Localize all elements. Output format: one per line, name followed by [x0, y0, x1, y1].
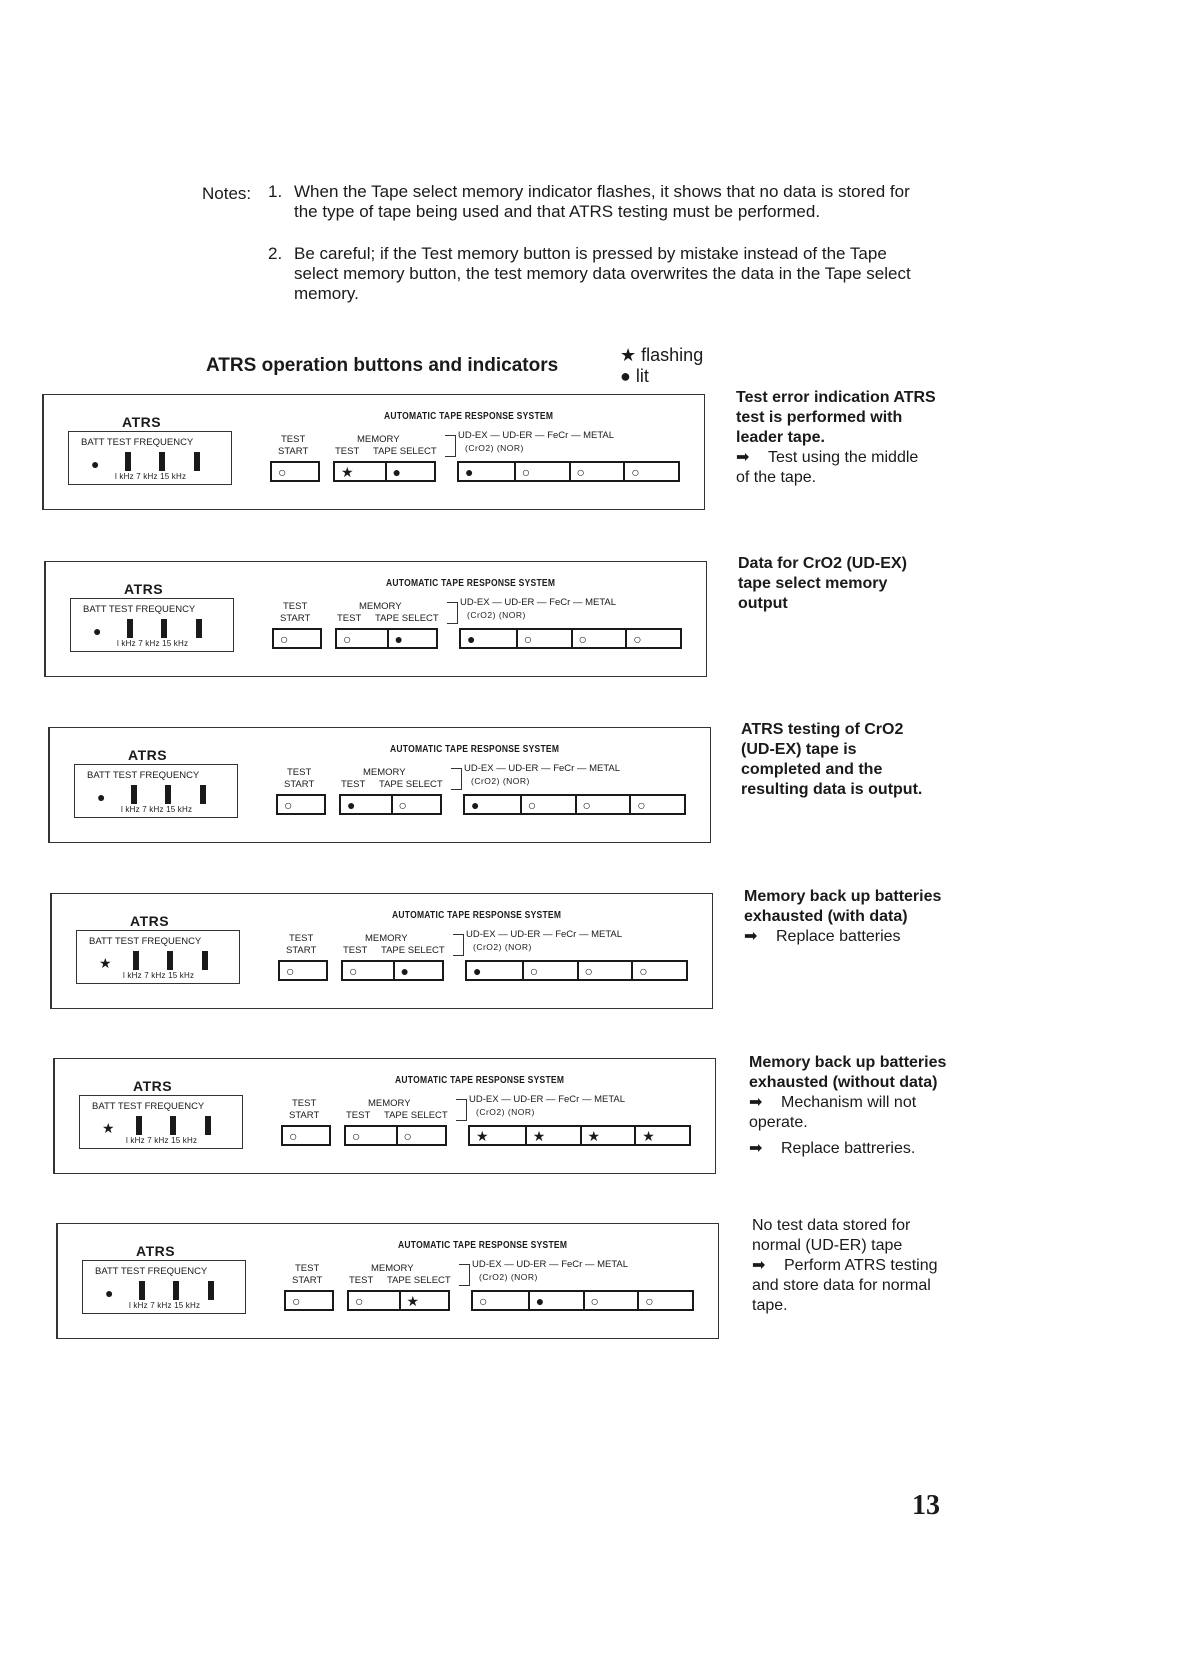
- freq-bar-15khz: [205, 1116, 211, 1135]
- note-number: 1.: [268, 182, 283, 201]
- freq-labels: l kHz 7 kHz 15 kHz: [126, 1136, 198, 1145]
- tape-select-label: TAPE SELECT: [379, 779, 443, 790]
- memory-test-label: TEST: [349, 1275, 374, 1286]
- atrs-label: ATRS: [128, 747, 168, 763]
- note-number: 2.: [268, 244, 283, 263]
- notes-label: Notes:: [202, 184, 252, 203]
- tape-ud-ex-button[interactable]: [461, 630, 516, 647]
- bracket: [456, 1099, 467, 1121]
- atrs-panel: [48, 727, 711, 843]
- caption-batt-with-data: [744, 887, 944, 947]
- test-start-button-group: [278, 960, 328, 981]
- test-start-button-group: [272, 628, 322, 649]
- start-label: START: [292, 1275, 323, 1286]
- caption-cro2-output: [738, 554, 938, 614]
- tape-select-label: TAPE SELECT: [373, 446, 437, 457]
- test-start-label: [278, 434, 308, 458]
- memory-button-group: [341, 960, 444, 981]
- arrow-icon: ➡: [749, 1140, 763, 1157]
- memory-button-group: [347, 1290, 450, 1311]
- test-start-button-group: [276, 794, 326, 815]
- memory-test-label: TEST: [337, 613, 362, 624]
- memory-test-label: TEST: [341, 779, 366, 790]
- memory-button-group: [335, 628, 438, 649]
- tape-sub-label: (CrO2) (NOR): [473, 942, 532, 952]
- memory-label: MEMORY: [371, 1263, 414, 1274]
- arrow-icon: ➡: [752, 1257, 766, 1274]
- tape-fecr-indicator: ○: [578, 631, 587, 647]
- tape-sub-label: (CrO2) (NOR): [476, 1107, 535, 1117]
- system-title: AUTOMATIC TAPE RESPONSE SYSTEM: [398, 1240, 568, 1251]
- test-start-indicator: ○: [284, 797, 293, 813]
- tape-ud-ex-button[interactable]: [470, 1127, 525, 1144]
- tape-ud-ex-button[interactable]: [465, 796, 520, 813]
- memory-test-button[interactable]: [349, 1292, 399, 1309]
- test-start-indicator: ○: [286, 963, 295, 979]
- memory-test-indicator: ○: [343, 631, 352, 647]
- memory-test-label: TEST: [335, 446, 360, 457]
- start-label: START: [284, 779, 315, 790]
- note-text: Be careful; if the Test memory button is pressed by mistake instead of the Tape select memory button, the test memory data overwrites the data in the Tape select memory.: [294, 244, 911, 303]
- memory-button-group: [333, 461, 436, 482]
- tape-fecr-indicator: ○: [582, 797, 591, 813]
- tape-metal-button[interactable]: [625, 630, 680, 647]
- test-label: TEST: [288, 933, 314, 944]
- legend: [620, 345, 703, 387]
- tape-type-button-group: [463, 794, 686, 815]
- batt-test-frequency-label: BATT TEST FREQUENCY: [92, 1101, 205, 1112]
- batt-indicator: ●: [91, 456, 100, 472]
- test-label: TEST: [282, 601, 308, 612]
- batt-test-frequency-label: BATT TEST FREQUENCY: [81, 437, 194, 448]
- memory-button-group: [344, 1125, 447, 1146]
- tape-metal-indicator: ★: [642, 1128, 655, 1144]
- freq-labels: l kHz 7 kHz 15 kHz: [129, 1301, 201, 1310]
- atrs-panel: [42, 394, 705, 510]
- tape-ud-er-indicator: ●: [535, 1293, 545, 1309]
- memory-test-button[interactable]: [341, 796, 391, 813]
- tape-ud-er-button[interactable]: [525, 1127, 580, 1144]
- caption-action: Mechanism will not operate.: [749, 1094, 917, 1131]
- tape-sub-label: (CrO2) (NOR): [479, 1272, 538, 1282]
- tape-select-label: TAPE SELECT: [375, 613, 439, 624]
- freq-bar-15khz: [202, 951, 208, 970]
- memory-test-indicator: ○: [352, 1128, 361, 1144]
- batt-indicator: ●: [97, 789, 106, 805]
- freq-labels: l kHz 7 kHz 15 kHz: [123, 971, 195, 980]
- tape-ud-ex-indicator: ●: [473, 963, 482, 979]
- system-title: AUTOMATIC TAPE RESPONSE SYSTEM: [384, 411, 554, 422]
- tape-types-label: UD-EX — UD-ER — FeCr — METAL: [464, 763, 621, 774]
- freq-bar-1khz: [139, 1281, 145, 1300]
- caption-test-error: [736, 388, 936, 488]
- tape-select-indicator: ○: [398, 797, 407, 813]
- freq-bar-1khz: [127, 619, 133, 638]
- atrs-label: ATRS: [122, 414, 162, 430]
- tape-ud-ex-button[interactable]: [467, 962, 522, 979]
- test-start-button[interactable]: [274, 630, 320, 647]
- tape-select-indicator: ●: [400, 963, 409, 979]
- freq-labels: l kHz 7 kHz 15 kHz: [121, 805, 193, 814]
- freq-bar-7khz: [167, 951, 173, 970]
- note-text: When the Tape select memory indicator flashes, it shows that no data is stored for the type of tape being used and that ATRS testing must be performed.: [294, 182, 910, 221]
- tape-fecr-indicator: ○: [576, 464, 585, 480]
- batt-test-frequency-label: BATT TEST FREQUENCY: [83, 604, 196, 615]
- tape-select-button[interactable]: [391, 796, 441, 813]
- caption-action: Replace battreries.: [781, 1140, 916, 1157]
- batt-indicator: ●: [93, 623, 102, 639]
- tape-select-button[interactable]: [387, 630, 437, 647]
- tape-fecr-indicator: ○: [584, 963, 593, 979]
- tape-ud-er-indicator: ○: [529, 963, 539, 979]
- tape-types-label: UD-EX — UD-ER — FeCr — METAL: [460, 597, 617, 608]
- memory-test-button[interactable]: [343, 962, 393, 979]
- tape-select-indicator: ○: [403, 1128, 412, 1144]
- tape-ud-ex-indicator: ★: [476, 1128, 489, 1144]
- freq-bar-7khz: [161, 619, 167, 638]
- dot-icon: ●: [620, 366, 631, 386]
- freq-bar-15khz: [196, 619, 202, 638]
- system-title: AUTOMATIC TAPE RESPONSE SYSTEM: [386, 578, 556, 589]
- start-label: START: [286, 945, 317, 956]
- tape-ud-er-button[interactable]: [528, 1292, 583, 1309]
- batt-frequency-box: [68, 431, 232, 485]
- batt-frequency-box: [76, 930, 240, 984]
- tape-select-indicator: ★: [406, 1293, 420, 1309]
- caption-action: Test using the middle of the tape.: [736, 449, 919, 486]
- tape-select-button[interactable]: [396, 1127, 446, 1144]
- freq-bar-1khz: [136, 1116, 142, 1135]
- tape-fecr-button[interactable]: [577, 962, 632, 979]
- start-label: START: [278, 446, 309, 457]
- atrs-panel: [53, 1058, 716, 1174]
- test-label: TEST: [286, 767, 312, 778]
- tape-type-button-group: [465, 960, 688, 981]
- tape-sub-label: (CrO2) (NOR): [471, 776, 530, 786]
- system-title: AUTOMATIC TAPE RESPONSE SYSTEM: [390, 744, 560, 755]
- star-icon: ★: [620, 345, 637, 365]
- caption-heading: Test error indication ATRS test is performed with leader tape.: [736, 389, 936, 446]
- tape-select-label: TAPE SELECT: [381, 945, 445, 956]
- bracket: [447, 602, 458, 624]
- caption-no-normal-data: [752, 1216, 952, 1316]
- test-start-button[interactable]: [278, 796, 324, 813]
- tape-ud-ex-indicator: ●: [471, 797, 480, 813]
- memory-test-button[interactable]: [337, 630, 387, 647]
- bracket: [453, 934, 464, 956]
- test-start-indicator: ○: [289, 1128, 298, 1144]
- test-start-indicator: ○: [292, 1293, 301, 1309]
- test-start-label: [292, 1263, 322, 1287]
- memory-label: MEMORY: [357, 434, 400, 445]
- test-start-button[interactable]: [272, 463, 318, 480]
- tape-type-button-group: [471, 1290, 694, 1311]
- memory-button-group: [339, 794, 442, 815]
- arrow-icon: ➡: [736, 449, 750, 466]
- tape-ud-ex-indicator: ○: [479, 1293, 488, 1309]
- tape-ud-ex-button[interactable]: [473, 1292, 528, 1309]
- tape-types-label: UD-EX — UD-ER — FeCr — METAL: [466, 929, 623, 940]
- tape-ud-ex-button[interactable]: [459, 463, 514, 480]
- atrs-label: ATRS: [130, 913, 170, 929]
- tape-metal-button[interactable]: [629, 796, 684, 813]
- atrs-panel: [56, 1223, 719, 1339]
- memory-test-indicator: ★: [341, 464, 354, 480]
- tape-select-button[interactable]: [393, 962, 443, 979]
- memory-test-indicator: ○: [355, 1293, 364, 1309]
- tape-sub-label: (CrO2) (NOR): [467, 610, 526, 620]
- legend-flashing: flashing: [641, 345, 704, 365]
- memory-label: MEMORY: [365, 933, 408, 944]
- atrs-label: ATRS: [136, 1243, 176, 1259]
- tape-metal-button[interactable]: [631, 962, 686, 979]
- tape-fecr-indicator: ★: [587, 1128, 601, 1144]
- test-start-button[interactable]: [286, 1292, 332, 1309]
- memory-label: MEMORY: [368, 1098, 411, 1109]
- freq-bar-1khz: [131, 785, 137, 804]
- test-start-button-group: [270, 461, 320, 482]
- tape-select-button[interactable]: [399, 1292, 449, 1309]
- test-start-label: [289, 1098, 319, 1122]
- atrs-label: ATRS: [124, 581, 164, 597]
- tape-type-button-group: [468, 1125, 691, 1146]
- test-start-button[interactable]: [280, 962, 326, 979]
- tape-ud-er-indicator: ★: [532, 1128, 546, 1144]
- arrow-icon: ➡: [749, 1094, 763, 1111]
- tape-metal-button[interactable]: [623, 463, 678, 480]
- freq-bar-1khz: [133, 951, 139, 970]
- caption-heading: Memory back up batteries exhausted (without data): [749, 1054, 947, 1091]
- start-label: START: [289, 1110, 320, 1121]
- freq-bar-7khz: [173, 1281, 179, 1300]
- tape-ud-er-button[interactable]: [516, 630, 571, 647]
- tape-types-label: UD-EX — UD-ER — FeCr — METAL: [469, 1094, 626, 1105]
- tape-select-indicator: ●: [394, 631, 403, 647]
- legend-lit: lit: [635, 366, 649, 386]
- test-label: TEST: [294, 1263, 320, 1274]
- memory-test-button[interactable]: [335, 463, 385, 480]
- tape-sub-label: (CrO2) (NOR): [465, 443, 524, 453]
- freq-bar-7khz: [170, 1116, 176, 1135]
- memory-label: MEMORY: [363, 767, 406, 778]
- batt-indicator: ●: [105, 1285, 114, 1301]
- tape-metal-indicator: ○: [645, 1293, 654, 1309]
- tape-ud-er-indicator: ○: [523, 631, 533, 647]
- tape-metal-indicator: ○: [639, 963, 648, 979]
- tape-ud-er-indicator: ○: [521, 464, 531, 480]
- batt-frequency-box: [79, 1095, 243, 1149]
- tape-metal-button[interactable]: [634, 1127, 689, 1144]
- memory-test-button[interactable]: [346, 1127, 396, 1144]
- tape-types-label: UD-EX — UD-ER — FeCr — METAL: [472, 1259, 629, 1270]
- freq-bar-15khz: [208, 1281, 214, 1300]
- batt-frequency-box: [70, 598, 234, 652]
- tape-ud-er-button[interactable]: [514, 463, 569, 480]
- batt-frequency-box: [82, 1260, 246, 1314]
- atrs-panel: [50, 893, 713, 1009]
- system-title: AUTOMATIC TAPE RESPONSE SYSTEM: [392, 910, 562, 921]
- freq-bar-7khz: [159, 452, 165, 471]
- freq-bar-1khz: [125, 452, 131, 471]
- bracket: [451, 768, 462, 790]
- tape-select-label: TAPE SELECT: [387, 1275, 451, 1286]
- atrs-panel: [44, 561, 707, 677]
- tape-type-button-group: [457, 461, 680, 482]
- tape-ud-ex-indicator: ●: [467, 631, 476, 647]
- tape-ud-ex-indicator: ●: [465, 464, 474, 480]
- tape-ud-er-button[interactable]: [520, 796, 575, 813]
- caption-action: Perform ATRS testing and store data for normal tape.: [752, 1257, 938, 1314]
- caption-heading: Memory back up batteries exhausted (with data): [744, 888, 942, 925]
- tape-select-indicator: ●: [392, 464, 401, 480]
- tape-metal-indicator: ○: [637, 797, 646, 813]
- batt-test-frequency-label: BATT TEST FREQUENCY: [87, 770, 200, 781]
- freq-labels: l kHz 7 kHz 15 kHz: [117, 639, 189, 648]
- tape-metal-indicator: ○: [633, 631, 642, 647]
- freq-bar-7khz: [165, 785, 171, 804]
- memory-test-label: TEST: [343, 945, 368, 956]
- caption-action: Replace batteries: [776, 928, 901, 945]
- tape-select-button[interactable]: [385, 463, 435, 480]
- freq-labels: l kHz 7 kHz 15 kHz: [115, 472, 187, 481]
- tape-metal-button[interactable]: [637, 1292, 692, 1309]
- tape-type-button-group: [459, 628, 682, 649]
- freq-bar-15khz: [194, 452, 200, 471]
- batt-frequency-box: [74, 764, 238, 818]
- memory-test-indicator: ○: [349, 963, 358, 979]
- test-start-label: [280, 601, 310, 625]
- bracket: [445, 435, 456, 457]
- tape-metal-indicator: ○: [631, 464, 640, 480]
- test-label: TEST: [291, 1098, 317, 1109]
- caption-heading: No test data stored for normal (UD-ER) tape: [752, 1217, 911, 1254]
- test-label: TEST: [280, 434, 306, 445]
- caption-heading: Data for CrO2 (UD-EX) tape select memory output: [738, 555, 907, 612]
- atrs-label: ATRS: [133, 1078, 173, 1094]
- system-title: AUTOMATIC TAPE RESPONSE SYSTEM: [395, 1075, 565, 1086]
- memory-label: MEMORY: [359, 601, 402, 612]
- tape-fecr-button[interactable]: [575, 796, 630, 813]
- test-start-button[interactable]: [283, 1127, 329, 1144]
- section-title: ATRS operation buttons and indicators: [206, 355, 559, 376]
- test-start-indicator: ○: [278, 464, 287, 480]
- test-start-label: [284, 767, 314, 791]
- tape-fecr-button[interactable]: [580, 1127, 635, 1144]
- test-start-label: [286, 933, 316, 957]
- tape-ud-er-button[interactable]: [522, 962, 577, 979]
- tape-fecr-button[interactable]: [569, 463, 624, 480]
- test-start-button-group: [284, 1290, 334, 1311]
- batt-indicator: ★: [99, 955, 112, 971]
- arrow-icon: ➡: [744, 928, 758, 945]
- test-start-button-group: [281, 1125, 331, 1146]
- bracket: [459, 1264, 470, 1286]
- memory-test-indicator: ●: [347, 797, 356, 813]
- tape-types-label: UD-EX — UD-ER — FeCr — METAL: [458, 430, 615, 441]
- caption-batt-without-data: [749, 1053, 949, 1159]
- page-number: 13: [912, 1490, 940, 1521]
- caption-atrs-complete: [741, 720, 941, 800]
- tape-select-label: TAPE SELECT: [384, 1110, 448, 1121]
- start-label: START: [280, 613, 311, 624]
- batt-indicator: ★: [102, 1120, 115, 1136]
- tape-fecr-button[interactable]: [571, 630, 626, 647]
- tape-fecr-indicator: ○: [590, 1293, 599, 1309]
- freq-bar-15khz: [200, 785, 206, 804]
- tape-ud-er-indicator: ○: [527, 797, 537, 813]
- batt-test-frequency-label: BATT TEST FREQUENCY: [95, 1266, 208, 1277]
- caption-heading: ATRS testing of CrO2 (UD-EX) tape is completed and the resulting data is output.: [741, 721, 923, 798]
- tape-fecr-button[interactable]: [583, 1292, 638, 1309]
- batt-test-frequency-label: BATT TEST FREQUENCY: [89, 936, 202, 947]
- memory-test-label: TEST: [346, 1110, 371, 1121]
- test-start-indicator: ○: [280, 631, 289, 647]
